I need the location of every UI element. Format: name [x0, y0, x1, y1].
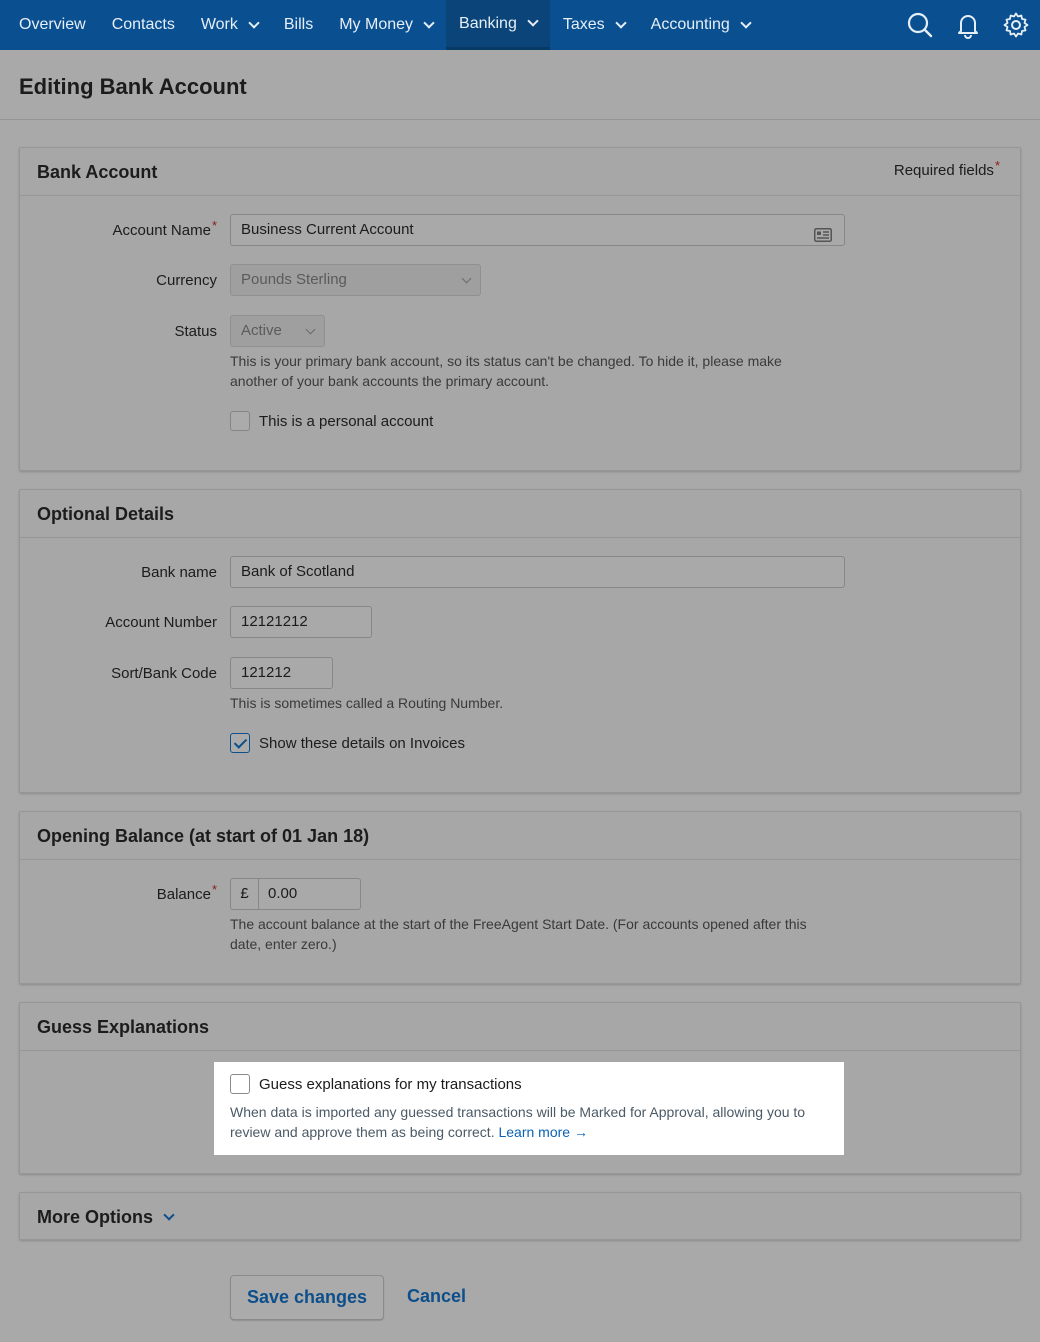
more-options-panel[interactable]: [19, 1192, 1021, 1240]
status-label: Status: [174, 323, 217, 340]
show-on-invoices-checkbox[interactable]: [230, 733, 250, 753]
optional-details-title: Optional Details: [37, 504, 175, 524]
opening-balance-title: Opening Balance (at start of 01 Jan 18): [37, 826, 370, 846]
top-nav: [0, 0, 1040, 50]
bank-name-label: Bank name: [141, 564, 217, 581]
balance-label: Balance*: [156, 882, 217, 903]
nav-my-money[interactable]: My Money: [326, 0, 446, 50]
guess-explanations-title: Guess Explanations: [37, 1017, 210, 1037]
save-changes-button[interactable]: Save changes: [230, 1275, 384, 1320]
required-fields-note: Required fields*: [893, 158, 1000, 179]
nav-contacts[interactable]: Contacts: [111, 16, 175, 33]
guess-explanations-checkbox[interactable]: [230, 1074, 250, 1094]
cancel-button[interactable]: Cancel: [407, 1286, 467, 1306]
page-title: Editing Bank Account: [19, 74, 247, 99]
nav-banking[interactable]: Banking: [446, 0, 550, 50]
bank-account-title: Bank Account: [37, 162, 158, 182]
optional-details-panel: [19, 489, 1021, 793]
show-on-invoices-option[interactable]: Show these details on Invoices: [230, 733, 465, 753]
chevron-down-icon: [306, 325, 316, 335]
sort-code-help: This is sometimes called a Routing Number.: [230, 695, 504, 711]
account-name-label: Account Name*: [112, 218, 217, 239]
currency-select[interactable]: Pounds Sterling: [230, 264, 481, 296]
gear-icon[interactable]: [1002, 11, 1030, 39]
chevron-down-icon: [527, 15, 538, 26]
sort-code-input[interactable]: 121212: [230, 657, 333, 689]
nav-bills[interactable]: Bills: [283, 16, 314, 33]
status-select[interactable]: Active: [230, 315, 325, 347]
chevron-down-icon: [248, 17, 259, 28]
chevron-down-icon: [462, 274, 472, 284]
guess-help: When data is imported any guessed transactions will be Marked for Approval, allowing you to review and approve them as being correct. Learn more →: [230, 1104, 806, 1140]
required-star: *: [994, 158, 1000, 173]
sort-code-label: Sort/Bank Code: [111, 665, 217, 682]
currency-label: Currency: [156, 272, 217, 289]
nav-taxes[interactable]: Taxes: [550, 0, 638, 50]
page-header: [0, 50, 1040, 120]
contact-card-icon: [814, 223, 832, 253]
chevron-down-icon: [163, 1209, 174, 1220]
bank-account-panel: [19, 147, 1021, 471]
account-name-input[interactable]: Business Current Account: [230, 214, 845, 246]
nav-work[interactable]: Work: [188, 0, 271, 50]
bank-name-input[interactable]: Bank of Scotland: [230, 556, 845, 588]
nav-accounting[interactable]: Accounting: [638, 0, 763, 50]
balance-help: The account balance at the start of the FreeAgent Start Date. (For accounts opened after this date, enter zero.): [230, 916, 807, 952]
balance-input[interactable]: £ 0.00: [230, 878, 361, 910]
guess-explanations-panel: [19, 1002, 1021, 1174]
personal-account-checkbox[interactable]: [230, 411, 250, 431]
status-help: This is your primary bank account, so its status can't be changed. To hide it, please make another of your bank accounts the primary account.: [230, 353, 782, 389]
nav-overview[interactable]: Overview: [19, 16, 86, 33]
chevron-down-icon: [740, 17, 751, 28]
account-number-input[interactable]: 12121212: [230, 606, 372, 638]
nav-icons: [906, 0, 1030, 50]
chevron-down-icon: [423, 17, 434, 28]
account-number-label: Account Number: [105, 614, 217, 631]
opening-balance-panel: [19, 811, 1021, 984]
guess-explanations-option[interactable]: Guess explanations for my transactions: [230, 1074, 522, 1094]
bell-icon[interactable]: [954, 11, 982, 39]
search-icon[interactable]: [906, 11, 934, 39]
more-options-toggle[interactable]: More Options: [37, 1207, 173, 1228]
personal-account-option[interactable]: This is a personal account: [230, 411, 433, 431]
guess-highlight-box: [214, 1062, 844, 1155]
learn-more-link[interactable]: Learn more →: [498, 1124, 588, 1140]
chevron-down-icon: [615, 17, 626, 28]
currency-symbol: £: [231, 879, 259, 909]
